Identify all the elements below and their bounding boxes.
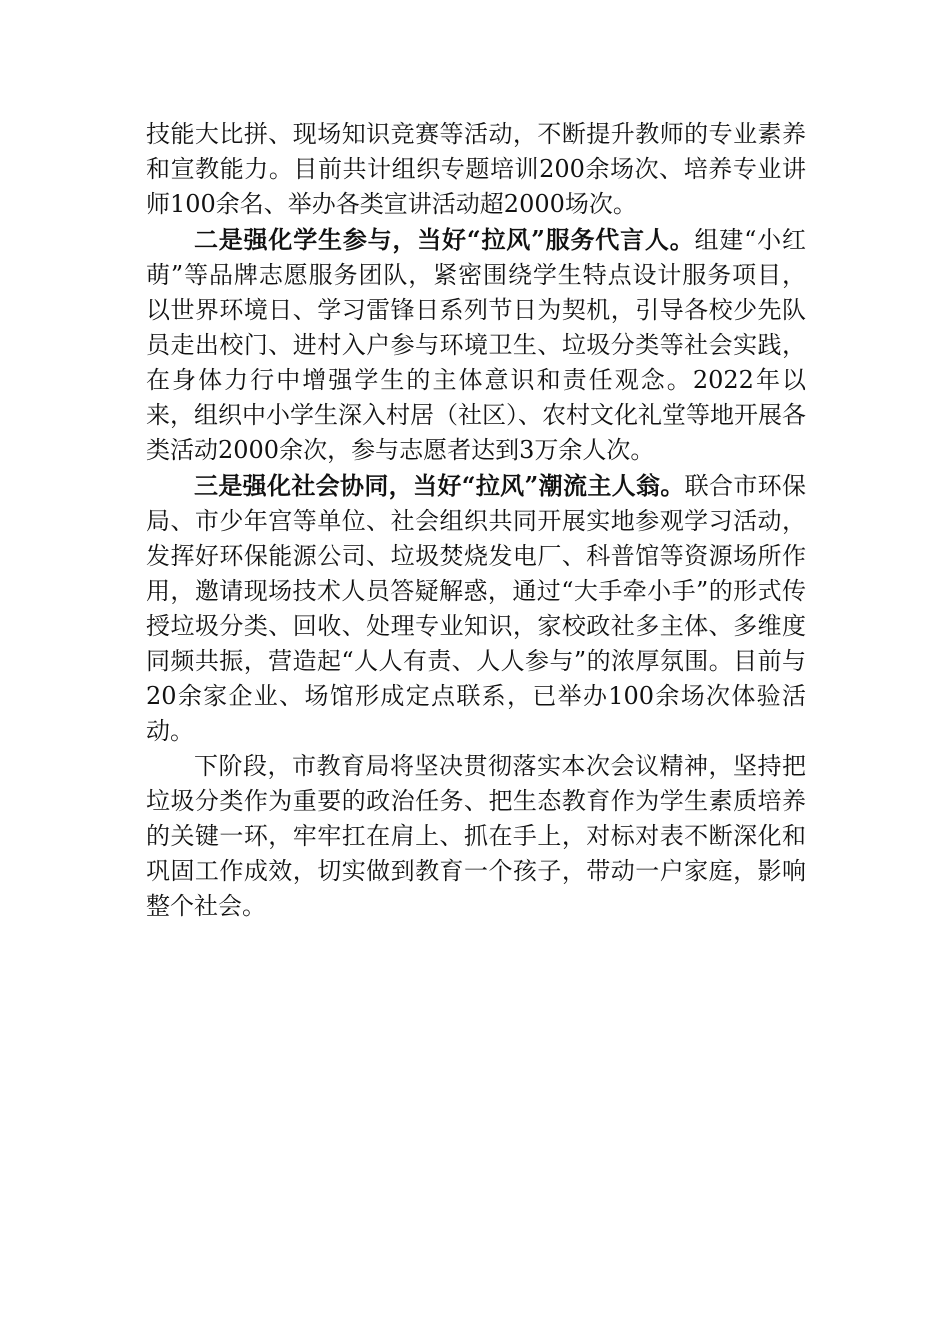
paragraph-text: 下阶段，市教育局将坚决贯彻落实本次会议精神，坚持把垃圾分类作为重要的政治任务、把生态教育作为学生素质培养的关键一环，牢牢扛在肩上、抓在手上，对标对表不断深化和巩固工作成效，切实做到教育一个孩子，带动一户家庭，影响整个社会。	[146, 752, 806, 920]
paragraph-text: 技能大比拼、现场知识竞赛等活动，不断提升教师的专业素养和宣教能力。目前共计组织专题培训200余场次、培养专业讲师100余名、举办各类宣讲活动超2000场次。	[146, 120, 806, 218]
paragraph-teacher-training	[146, 117, 806, 222]
paragraph-next-steps	[146, 749, 806, 924]
paragraph-social-collaboration	[146, 468, 806, 749]
paragraph-student-participation	[146, 222, 806, 468]
paragraph-heading: 三是强化社会协同，当好“拉风”潮流主人翁。	[194, 471, 685, 500]
paragraph-heading: 二是强化学生参与，当好“拉风”服务代言人。	[194, 225, 695, 254]
document-body	[146, 117, 806, 924]
paragraph-text: 组建“小红萌”等品牌志愿服务团队，紧密围绕学生特点设计服务项目，以世界环境日、学习雷锋日系列节日为契机，引导各校少先队员走出校门、进村入户参与环境卫生、垃圾分类等社会实践，在身体力行中增强学生的主体意识和责任观念。2022年以来，组织中小学生深入村居（社区）、农村文化礼堂等地开展各类活动2000余次，参与志愿者达到3万余人次。	[146, 226, 806, 464]
paragraph-text: 联合市环保局、市少年宫等单位、社会组织共同开展实地参观学习活动，发挥好环保能源公司、垃圾焚烧发电厂、科普馆等资源场所作用，邀请现场技术人员答疑解惑，通过“大手牵小手”的形式传授垃圾分类、回收、处理专业知识，家校政社多主体、多维度同频共振，营造起“人人有责、人人参与”的浓厚氛围。目前与20余家企业、场馆形成定点联系，已举办100余场次体验活动。	[146, 472, 806, 745]
